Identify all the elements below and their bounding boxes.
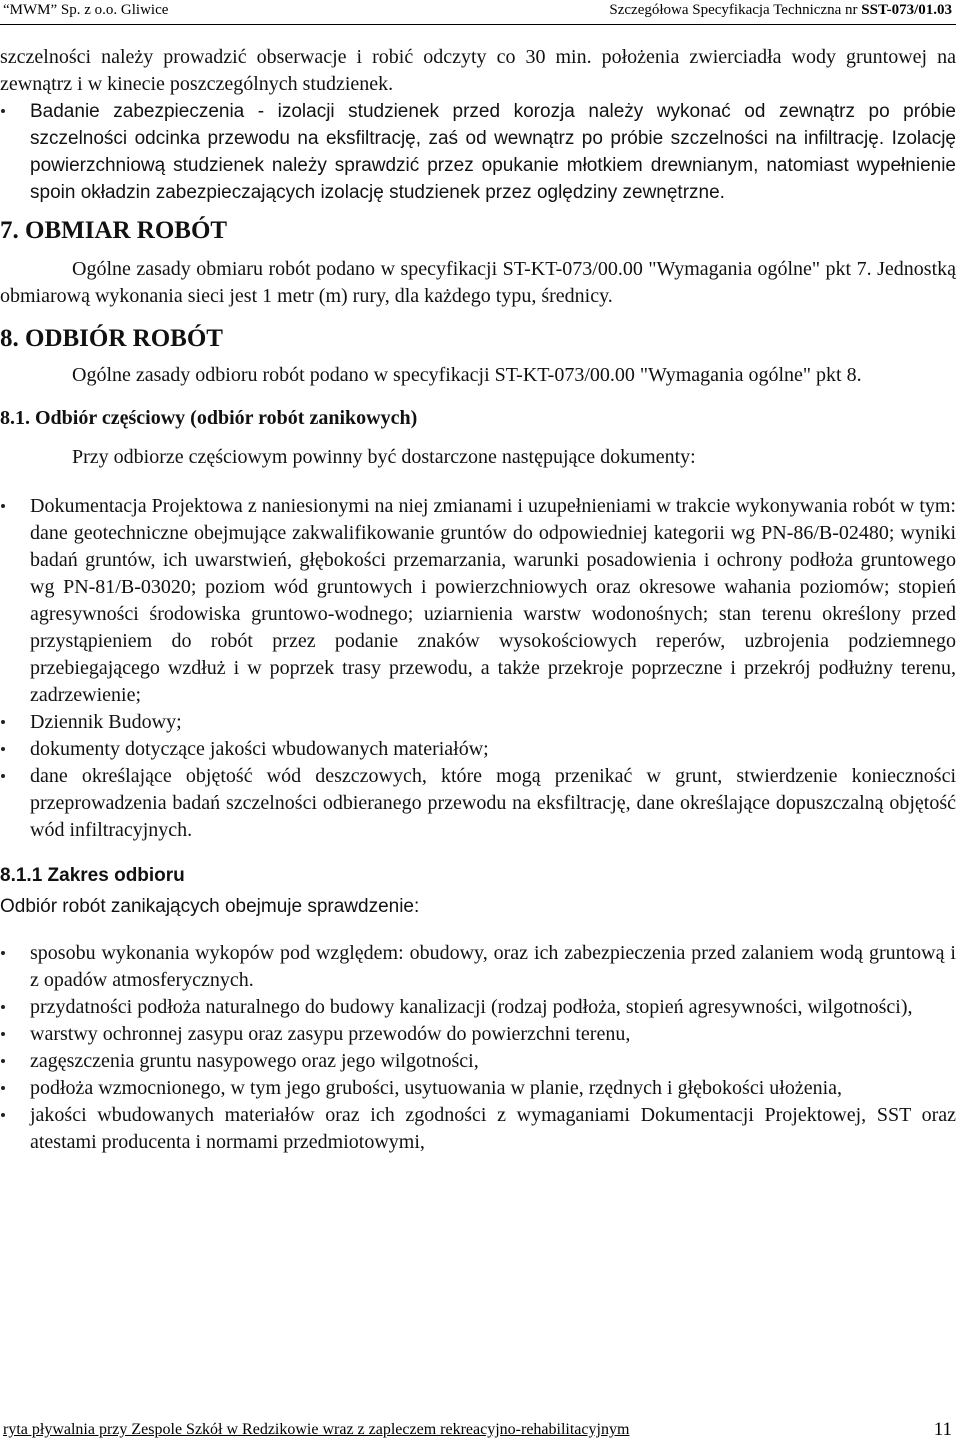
header-company: “MWM” Sp. z o.o. Gliwice [3,2,169,18]
bullet-izolacja: Badanie zabezpieczenia - izolacji studzienek przed korozja należy wykonać od zewnątrz po próbie szczelności odcinka przewodu na eksfiltrację, zaś od wewnątrz po próbie szczelności na infiltrację. Izolację powierzchniową studzienek należy sprawdzić przez opukanie młotkiem drewnianym, natomiast wypełnienie spoin okładzin zabezpieczających izolację studzienek przez oględziny zewnętrzne. [0,98,956,206]
list-item-dokumentacja: Dokumentacja Projektowa z naniesionymi na niej zmianami i uzupełnieniami w trakcie wykonywania robót w tym: dane geotechniczne obejmujące zakwalifikowanie gruntów do odpowiedniej kategorii wg PN-86/B-02480; wyniki badań gruntów, ich uwarstwień, głębokości przemarzania, warunki posadowienia i ochrony podłoża gruntowego wg PN-81/B-03020; poziom wód gruntowych i powierzchniowych oraz okresowe wahania poziomów; stopień agresywności środowiska gruntowo-wodnego; uziarnienia warstw wodonośnych; stan terenu określony przed przystąpieniem do robót przez podanie znaków wysokościowych reperów, uzbrojenia podziemnego przebiegającego wzdłuż i w poprzek trasy przewodu, a także przekroje poprzeczne i przekrój podłużny terenu, zadrzewienie; [0,493,956,709]
page-header [0,0,956,25]
intro-paragraph: szczelności należy prowadzić obserwacje i robić odczyty co 30 min. położenia zwierciadła wody gruntowej na zewnątrz i w kinecie poszczególnych studzienek. [0,46,956,95]
section-8-1-intro: Przy odbiorze częściowym powinny być dostarczone następujące dokumenty: [72,446,696,468]
page-content [0,44,956,1156]
list-item-materialy: jakości wbudowanych materiałów oraz ich zgodności z wymaganiami Dokumentacji Projektowej, SST oraz atestami producenta i normami przedmiotowymi, [0,1102,956,1156]
section-8-heading: 8. ODBIÓR ROBÓT [0,325,223,352]
section-8-text: Ogólne zasady odbioru robót podano w specyfikacji ST-KT-073/00.00 "Wymagania ogólne" pkt 8. [72,364,862,386]
list-item-podloze: przydatności podłoża naturalnego do budowy kanalizacji (rodzaj podłoża, stopień agresywności, wilgotności), [0,994,956,1021]
list-item-wykopy: sposobu wykonania wykopów pod względem: obudowy, oraz ich zabezpieczenia przed zalaniem wodą gruntową i z opadów atmosferycznych. [0,940,956,994]
section-8-1-heading: 8.1. Odbiór częściowy (odbiór robót zanikowych) [0,407,418,429]
section-8-1-1-heading: 8.1.1 Zakres odbioru [0,865,185,886]
list-item-dokumenty: dokumenty dotyczące jakości wbudowanych materiałów; [0,736,956,763]
footer-project-title: ryta pływalnia przy Zespole Szkół w Redzikowie wraz z zapleczem rekreacyjno-rehabilitacyjnym [3,1421,630,1438]
section-8-1-1-intro: Odbiór robót zanikających obejmuje sprawdzenie: [0,896,420,917]
section-7-text: Ogólne zasady obmiaru robót podano w specyfikacji ST-KT-073/00.00 "Wymagania ogólne" pkt 7. Jednostką obmiarową wykonania sieci jest 1 metr (m) rury, dla każdego typu, średnicy. [0,258,956,307]
header-spec-title [609,1,952,19]
list-item-dane: dane określające objętość wód deszczowych, które mogą przenikać w grunt, stwierdzenie konieczności przeprowadzenia badań szczelności odbieranego przewodu na eksfiltrację, dane określające dopuszczalną objętość wód infiltracyjnych. [0,763,956,844]
page-number: 11 [933,1419,952,1440]
section-7-heading: 7. OBMIAR ROBÓT [0,217,228,244]
list-item-wzmocnione: podłoża wzmocnionego, w tym jego grubości, usytuowania w planie, rzędnych i głębokości ułożenia, [0,1075,956,1102]
header-spec-prefix: Szczegółowa Specyfikacja Techniczna nr [609,2,862,18]
list-item-warstwa: warstwy ochronnej zasypu oraz zasypu przewodów do powierzchni terenu, [0,1021,956,1048]
list-item-dziennik: Dziennik Budowy; [0,709,956,736]
page-footer [0,1418,956,1442]
header-spec-id: SST-073/01.03 [861,2,952,18]
list-item-zageszczenie: zagęszczenia gruntu nasypowego oraz jego wilgotności, [0,1048,956,1075]
